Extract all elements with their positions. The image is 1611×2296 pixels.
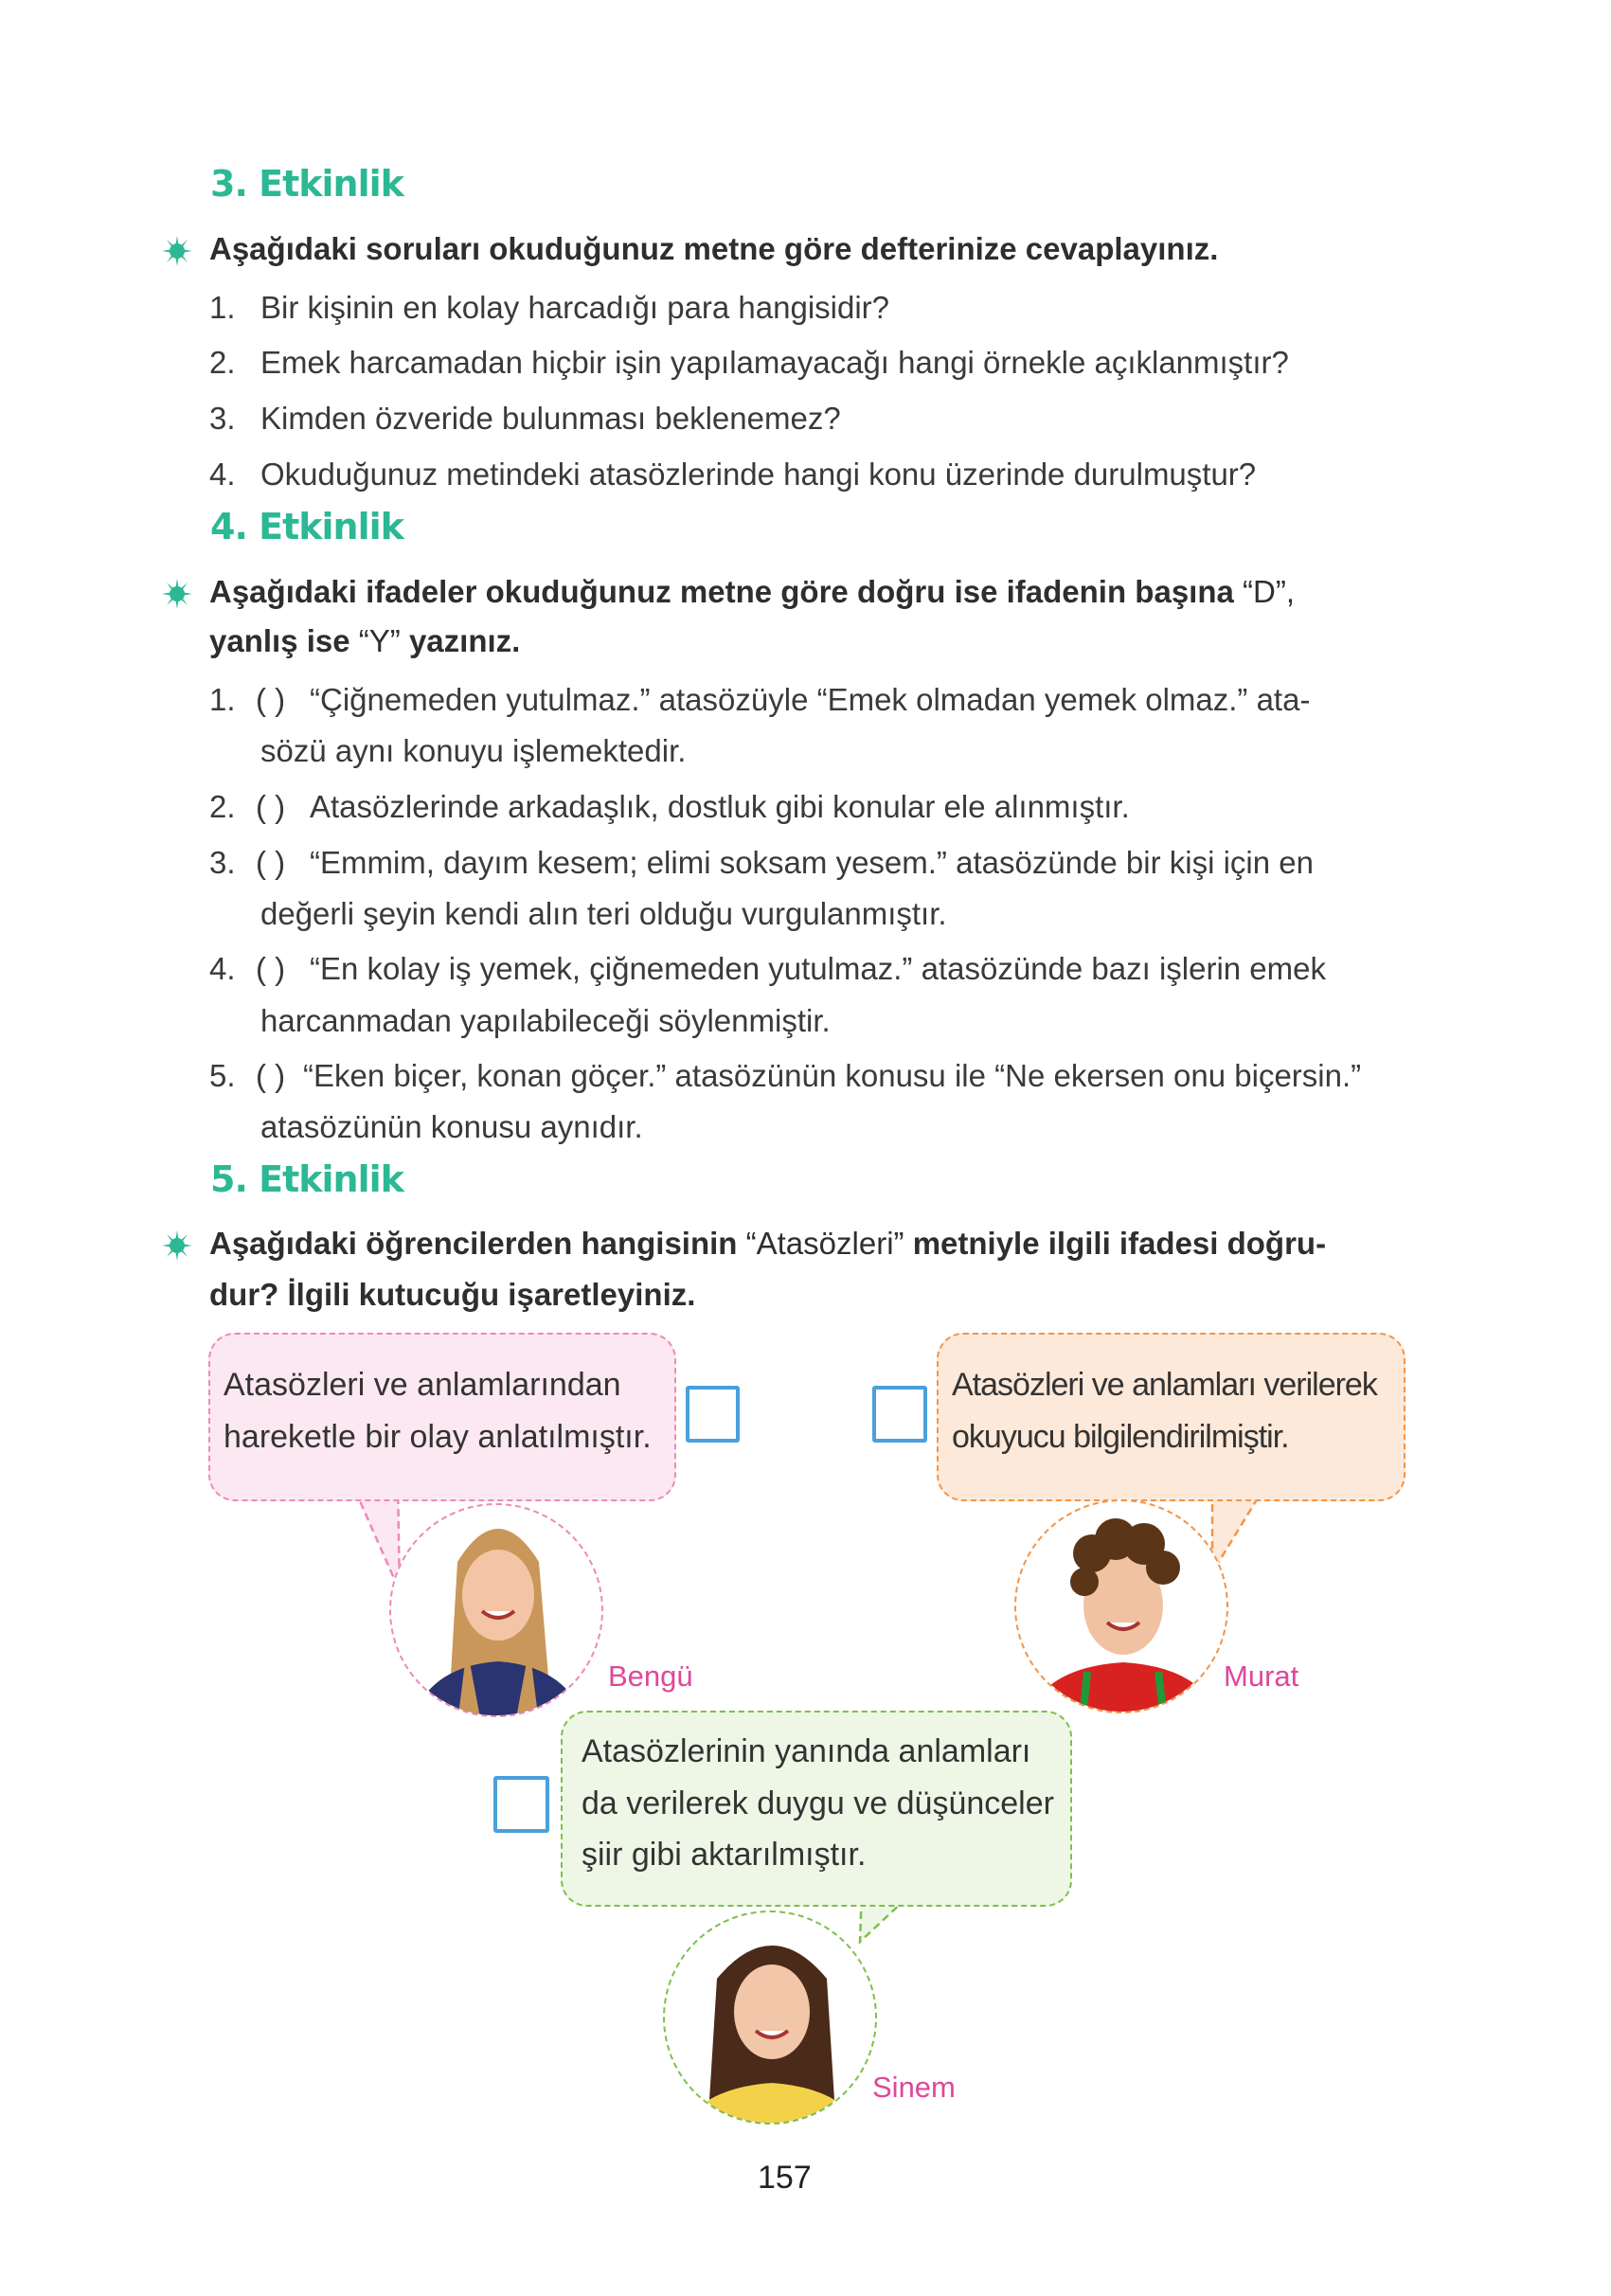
avatar-murat bbox=[1014, 1499, 1228, 1713]
instruction-part: “Y” bbox=[358, 623, 401, 658]
item-text: “En kolay iş yemek, çiğnemeden yutulmaz.” atasözünde bazı işlerin emek bbox=[310, 951, 1326, 986]
item-text: “Çiğnemeden yutulmaz.” atasözüyle “Emek olmadan yemek olmaz.” ata- bbox=[310, 682, 1311, 717]
instruction-part: yanlış ise bbox=[209, 623, 350, 658]
page-number: 157 bbox=[758, 2160, 812, 2196]
bubble-text: şiir gibi aktarılmıştır. bbox=[582, 1837, 867, 1873]
item-text: Atasözlerinde arkadaşlık, dostluk gibi konular ele alınmıştır. bbox=[310, 789, 1130, 824]
star-bullet-icon bbox=[161, 1229, 193, 1262]
checkbox-sinem[interactable] bbox=[493, 1776, 549, 1833]
checkbox-murat[interactable] bbox=[872, 1386, 927, 1443]
item-number: 1. bbox=[209, 682, 236, 717]
question-text: Bir kişinin en kolay harcadığı para hangisidir? bbox=[260, 290, 890, 325]
checkbox-bengu[interactable] bbox=[686, 1386, 740, 1443]
activity-4-title: 4. Etkinlik bbox=[210, 506, 403, 547]
instruction-part: Aşağıdaki ifadeler okuduğunuz metne göre doğru ise ifadenin başına bbox=[209, 574, 1234, 609]
item-text: harcanmadan yapılabileceği söylenmiştir. bbox=[260, 1003, 831, 1038]
answer-blank[interactable]: ( ) bbox=[256, 845, 286, 880]
question-number: 4. bbox=[209, 457, 236, 492]
bubble-text: hareketle bir olay anlatılmıştır. bbox=[224, 1419, 652, 1455]
activity-5-title: 5. Etkinlik bbox=[210, 1158, 403, 1200]
bubble-text: Atasözlerinin yanında anlamları bbox=[582, 1733, 1031, 1769]
activity-5-instruction-line2: dur? İlgili kutucuğu işaretleyiniz. bbox=[209, 1277, 696, 1312]
instruction-part: yazınız. bbox=[408, 623, 521, 658]
item-text: atasözünün konusu aynıdır. bbox=[260, 1109, 643, 1144]
item-number: 4. bbox=[209, 951, 236, 986]
question-text: Okuduğunuz metindeki atasözlerinde hangi konu üzerinde durulmuştur? bbox=[260, 457, 1257, 492]
student-name-sinem: Sinem bbox=[872, 2071, 956, 2104]
bubble-text: Atasözleri ve anlamlarından bbox=[224, 1367, 621, 1403]
activity-5-instruction bbox=[209, 1226, 1326, 1262]
instruction-part: Aşağıdaki öğrencilerden hangisinin bbox=[209, 1226, 738, 1261]
question-number: 2. bbox=[209, 345, 236, 380]
item-number: 2. bbox=[209, 789, 236, 824]
star-bullet-icon bbox=[161, 578, 193, 610]
instruction-part: “Atasözleri” bbox=[745, 1226, 904, 1261]
answer-blank[interactable]: ( ) bbox=[256, 789, 286, 824]
avatar-bengu bbox=[389, 1503, 603, 1717]
item-text: “Eken biçer, konan göçer.” atasözünün konusu ile “Ne ekersen onu biçersin.” bbox=[303, 1058, 1362, 1093]
activity-3-title: 3. Etkinlik bbox=[210, 163, 403, 205]
activity-4-instruction bbox=[209, 574, 1295, 610]
bubble-text: Atasözleri ve anlamları verilerek bbox=[952, 1367, 1377, 1403]
question-text: Emek harcamadan hiçbir işin yapılamayacağı hangi örnekle açıklanmıştır? bbox=[260, 345, 1289, 380]
question-number: 3. bbox=[209, 401, 236, 436]
answer-blank[interactable]: ( ) bbox=[256, 1058, 286, 1093]
instruction-part: metniyle ilgili ifadesi doğru- bbox=[912, 1226, 1327, 1261]
star-bullet-icon bbox=[161, 235, 193, 267]
speech-bubble-murat bbox=[937, 1333, 1405, 1501]
bubble-text: da verilerek duygu ve düşünceler bbox=[582, 1785, 1054, 1821]
answer-blank[interactable]: ( ) bbox=[256, 951, 286, 986]
item-text: “Emmim, dayım kesem; elimi soksam yesem.” atasözünde bir kişi için en bbox=[310, 845, 1314, 880]
bubble-text: okuyucu bilgilendirilmiştir. bbox=[952, 1419, 1289, 1455]
instruction-part: “D”, bbox=[1243, 574, 1296, 609]
speech-bubble-sinem bbox=[561, 1711, 1072, 1907]
item-number: 5. bbox=[209, 1058, 236, 1093]
activity-4-instruction-line2 bbox=[209, 623, 520, 659]
avatar-sinem bbox=[663, 1910, 877, 2125]
item-number: 3. bbox=[209, 845, 236, 880]
speech-bubble-bengu bbox=[208, 1333, 676, 1501]
student-name-bengu: Bengü bbox=[608, 1659, 693, 1693]
item-text: değerli şeyin kendi alın teri olduğu vurgulanmıştır. bbox=[260, 896, 947, 931]
student-name-murat: Murat bbox=[1224, 1659, 1299, 1693]
question-text: Kimden özveride bulunması beklenemez? bbox=[260, 401, 841, 436]
question-number: 1. bbox=[209, 290, 236, 325]
activity-3-instruction: Aşağıdaki soruları okuduğunuz metne göre defterinize cevaplayınız. bbox=[209, 231, 1219, 266]
answer-blank[interactable]: ( ) bbox=[256, 682, 286, 717]
item-text: sözü aynı konuyu işlemektedir. bbox=[260, 733, 687, 768]
